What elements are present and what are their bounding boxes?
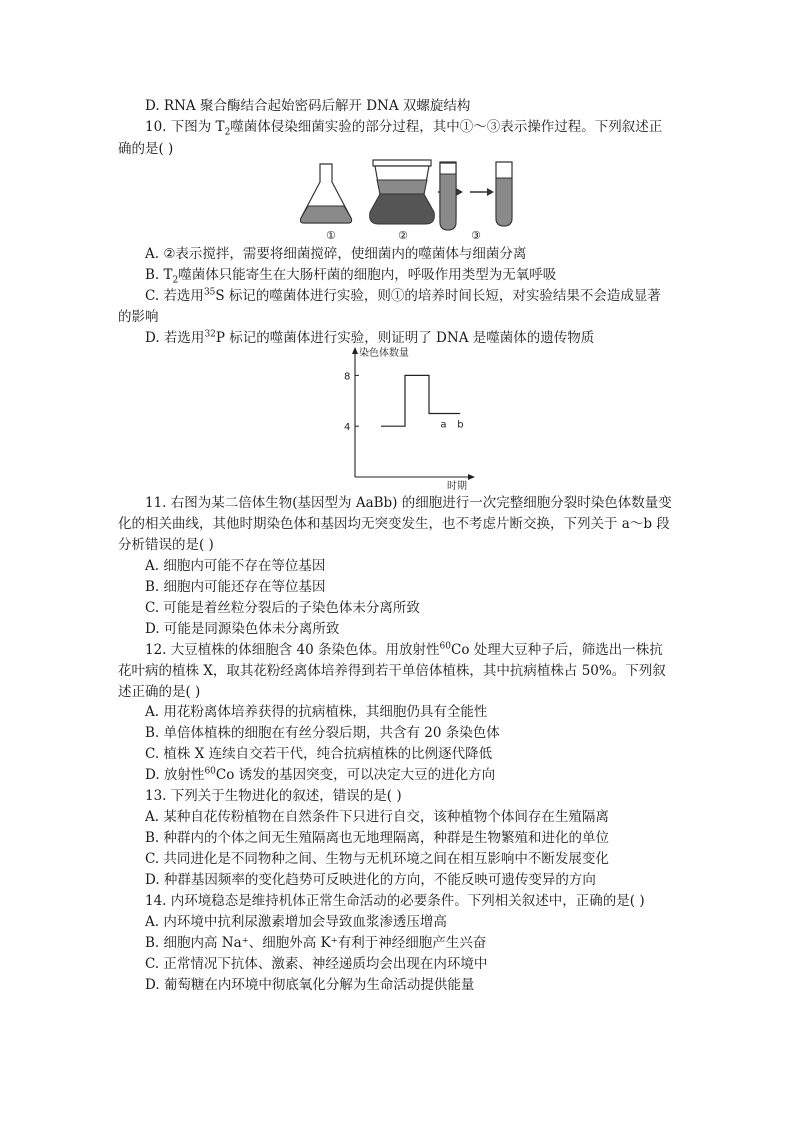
q12-option-a: A. 用花粉离体培养获得的抗病植株，其细胞仍具有全能性 [145, 704, 488, 720]
q13-stem: 13. 下列关于生物进化的叙述，错误的是( ) [145, 788, 402, 804]
q14-option-b: B. 细胞内高 Na⁺、细胞外高 K⁺有利于神经细胞产生兴奋 [145, 935, 487, 951]
point-label-a: a [440, 419, 447, 431]
test-tube-icon [496, 162, 512, 226]
y-axis-arrow [352, 347, 358, 354]
q13-option-a: A. 某种自花传粉植物在自然条件下只进行自交，该种植物个体间存在生殖隔离 [145, 809, 609, 825]
y-tick-label: 8 [344, 371, 351, 383]
y-tick-labels [344, 371, 359, 433]
q13-option-c: C. 共同进化是不同物种之间、生物与无机环境之间在相互影响中不断发展变化 [145, 851, 609, 867]
q11-option-b: B. 细胞内可能还存在等位基因 [145, 579, 326, 595]
flask-icon [300, 164, 351, 223]
figure-label-1: ① [326, 229, 336, 242]
q10-option-b: B. $T_2$噬菌体只能寄生在大肠杆菌的细胞内，呼吸作用类型为无氧呼吸 [145, 267, 557, 286]
q14-option-c: C. 正常情况下抗体、激素、神经递质均会出现在内环境中 [145, 956, 488, 972]
q12-option-d: D. 放射性$^{60}$Co 诱发的基因突变，可以决定大豆的进化方向 [145, 766, 496, 783]
q12-stem-line1: 12. 大豆植株的体细胞含 40 条染色体。用放射性$^{60}$Co 处理大豆种子后，筛选出一株抗 [145, 641, 663, 658]
q12-option-c: C. 植株 X 连续自交若干代，纯合抗病植株的比例逐代降低 [145, 746, 493, 762]
q10-stem-line2: 确的是( ) [118, 141, 174, 157]
q10-option-c-cont: 的影响 [118, 309, 159, 325]
q12-stem-line3: 述正确的是( ) [118, 684, 201, 700]
point-label-b: b [457, 419, 464, 431]
q9-option-d: D. RNA 聚合酶结合起始密码后解开 DNA 双螺旋结构 [145, 98, 471, 114]
q10-stem-line1: 10. 下图为 $T_2$噬菌体侵染细菌实验的部分过程，其中①～③表示操作过程。下列叙述正 [145, 119, 663, 138]
q11-option-a: A. 细胞内可能不存在等位基因 [145, 558, 326, 574]
q13-option-b: B. 种群内的个体之间无生殖隔离也无地理隔离，种群是生物繁殖和进化的单位 [145, 830, 610, 846]
y-tick-label: 4 [344, 422, 351, 434]
chromosome-count-graph [335, 345, 480, 490]
arrow-right-icon [470, 188, 494, 196]
q10-option-c: C. 若选用$^{35}$S 标记的噬菌体进行实验，则①的培养时间长短，对实验结果不会造成显著 [145, 287, 661, 304]
chromosome-count-line [381, 375, 460, 426]
q12-stem-line2: 花叶病的植株 X，取其花粉经离体培养得到若干单倍体植株，其中抗病植株占 50%。下列叙 [118, 663, 666, 679]
blender-icon [370, 160, 435, 224]
q11-stem-line1: 11. 右图为某二倍体生物(基因型为 AaBb) 的细胞进行一次完整细胞分裂时染色体数量变 [145, 495, 672, 511]
q11-stem-line2: 化的相关曲线，其他时期染色体和基因均无突变发生，也不考虑片断交换，下列关于 a～b 段 [118, 516, 670, 532]
q14-stem: 14. 内环境稳态是维持机体正常生命活动的必要条件。下列相关叙述中，正确的是( ) [145, 893, 645, 909]
figure-label-3: ③ [471, 229, 481, 242]
figure-label-2: ② [398, 229, 408, 242]
test-tube-filled [438, 162, 460, 234]
q12-option-b: B. 单倍体植株的细胞在有丝分裂后期，共含有 20 条染色体 [145, 725, 500, 741]
q11-option-c: C. 可能是着丝粒分裂后的子染色体未分离所致 [145, 600, 420, 616]
q14-option-a: A. 内环境中抗利尿激素增加会导致血浆渗透压增高 [145, 914, 447, 930]
phage-experiment-figure [300, 156, 540, 244]
q11-option-d: D. 可能是同源染色体未分离所致 [145, 621, 340, 637]
q11-stem-line3: 分析错误的是( ) [118, 537, 214, 553]
y-axis-title: 染色体数量 [359, 348, 409, 359]
q10-option-a: A. ②表示搅拌，需要将细菌搅碎，使细菌内的噬菌体与细菌分离 [145, 246, 527, 262]
x-axis-title: 时期 [447, 481, 467, 490]
q13-option-d: D. 种群基因频率的变化趋势可反映进化的方向，不能反映可遗传变异的方向 [145, 872, 596, 888]
x-axis-arrow [468, 474, 475, 480]
q14-option-d: D. 葡萄糖在内环境中彻底氧化分解为生命活动提供能量 [145, 977, 475, 993]
q10-option-d: D. 若选用$^{32}$P 标记的噬菌体进行实验，则证明了 DNA 是噬菌体的遗传物质 [145, 329, 595, 346]
